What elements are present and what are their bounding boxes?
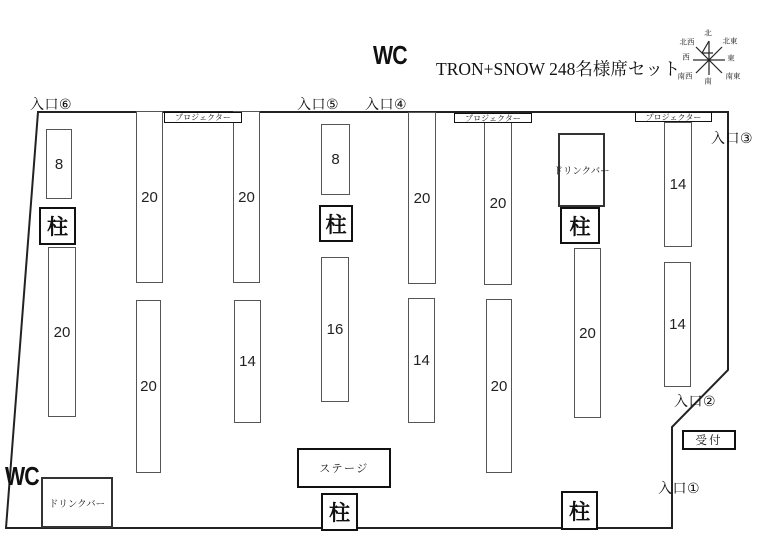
entrance-label-text: 入口⑤ — [297, 96, 340, 112]
seating-table — [48, 247, 76, 417]
stage-label: ステージ — [319, 463, 369, 475]
seating-table — [484, 122, 512, 285]
compass-direction-text: 東 — [727, 53, 735, 63]
seating-table — [321, 124, 350, 195]
pillar — [321, 493, 358, 531]
drink-bar — [41, 477, 113, 528]
entrance-label-text: 入口③ — [711, 130, 754, 146]
table-seat-count: 8 — [54, 155, 64, 173]
projector — [454, 113, 532, 123]
table-seat-count: 14 — [239, 353, 256, 370]
entrance-label — [30, 94, 72, 114]
compass-direction-label — [704, 76, 712, 87]
seating-table — [46, 129, 72, 199]
table-seat-count: 20 — [141, 188, 158, 206]
compass-direction-label — [727, 53, 735, 64]
compass-direction-label — [723, 36, 738, 47]
entrance-label-text: 入口② — [674, 393, 717, 409]
table-seat-count: 20 — [140, 378, 157, 395]
compass-direction-text: 南 — [704, 76, 712, 86]
seating-table — [233, 111, 260, 283]
table-seat-count: 14 — [413, 352, 430, 369]
pillar-label: 柱 — [569, 215, 591, 239]
pillar-label: 柱 — [47, 216, 68, 239]
compass-direction-text: 北 — [704, 28, 712, 38]
seating-table — [664, 122, 692, 247]
seating-table — [408, 298, 435, 423]
table-seat-count: 8 — [331, 151, 340, 168]
drink-bar — [553, 133, 610, 207]
wc-label-top: WC — [373, 40, 407, 70]
drink-bar-label: ドリンクバー — [48, 498, 106, 510]
compass-direction-label — [704, 28, 712, 39]
compass-direction-text: 北東 — [722, 36, 738, 46]
seating-table — [321, 257, 349, 402]
table-seat-count: 14 — [669, 176, 687, 193]
entrance-label-text: 入口⑥ — [30, 96, 73, 112]
entrance-label-text: 入口① — [658, 480, 701, 496]
projector-label: プロジェクター — [465, 113, 521, 123]
table-seat-count: 20 — [490, 377, 508, 395]
entrance-label — [297, 94, 339, 114]
entrance-label — [711, 128, 753, 148]
entrance-label — [658, 478, 700, 498]
seating-table — [136, 111, 163, 283]
table-seat-count: 20 — [238, 188, 255, 206]
pillar-label: 柱 — [325, 213, 347, 237]
compass-direction-label — [680, 37, 695, 48]
entrance-label — [674, 391, 716, 411]
pillar — [560, 207, 600, 244]
reception-label: 受付 — [695, 435, 723, 447]
compass-direction-label — [678, 71, 693, 82]
compass-direction-label — [726, 71, 741, 82]
table-seat-count: 20 — [413, 189, 431, 207]
table-seat-count: 20 — [579, 324, 596, 342]
pillar-label: 柱 — [329, 502, 350, 525]
projector — [635, 112, 712, 122]
compass-direction-text: 西 — [682, 52, 690, 62]
projector — [164, 112, 242, 123]
compass-direction-label — [682, 52, 690, 63]
seating-table — [486, 299, 512, 473]
table-seat-count: 16 — [326, 321, 344, 338]
compass-direction-text: 南東 — [725, 71, 741, 81]
plan-title: TRON+SNOW 248名様席セット — [436, 59, 681, 79]
seating-table — [574, 248, 601, 418]
seating-table — [136, 300, 161, 473]
entrance-label — [365, 94, 407, 114]
pillar — [561, 491, 598, 530]
pillar — [319, 205, 353, 242]
seating-table — [234, 300, 261, 423]
pillar — [39, 207, 76, 245]
compass-rose-icon — [693, 41, 725, 75]
seating-table — [408, 112, 436, 284]
entrance-label-text: 入口④ — [365, 96, 408, 112]
table-seat-count: 20 — [53, 323, 71, 341]
compass-direction-text: 北西 — [679, 37, 695, 47]
projector-label: プロジェクター — [175, 113, 231, 122]
table-seat-count: 20 — [489, 195, 507, 212]
seating-table — [664, 262, 691, 387]
projector-label: プロジェクター — [645, 112, 702, 122]
table-seat-count: 14 — [669, 316, 686, 333]
wc-label-bottom: WC — [5, 461, 39, 491]
reception-desk — [682, 430, 736, 450]
drink-bar-label: ドリンクバー — [553, 166, 610, 177]
stage — [297, 448, 391, 488]
pillar-label: 柱 — [569, 500, 590, 524]
compass-direction-text: 南西 — [677, 71, 693, 81]
